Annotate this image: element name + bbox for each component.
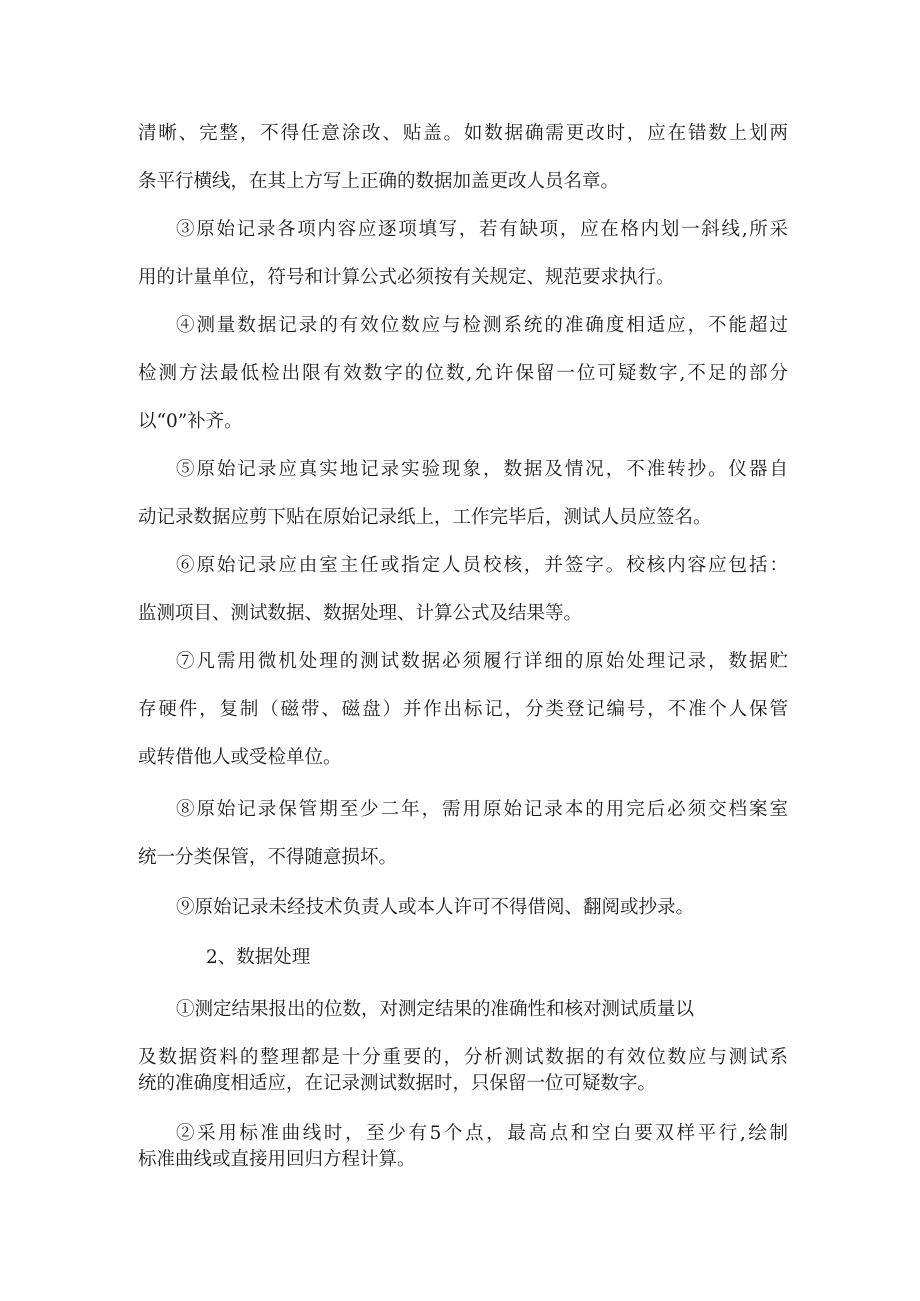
text-line-16: 统一分类保管，不得随意损坏。 <box>138 847 398 868</box>
text-line-22: ②采用标准曲线时，至少有5个点，最高点和空白要双样平行,绘制 <box>176 1123 788 1144</box>
text-line-7: 以“0”补齐。 <box>138 411 243 432</box>
text-line-9: 动记录数据应剪下贴在原始记录纸上，工作完毕后，测试人员应签名。 <box>138 507 712 528</box>
text-line-15: ⑧原始记录保管期至少二年，需用原始记录本的用完后必须交档案室 <box>176 799 788 820</box>
text-line-12: ⑦凡需用微机处理的测试数据必须履行详细的原始处理记录，数据贮 <box>176 651 788 672</box>
text-line-11: 监测项目、测试数据、数据处理、计算公式及结果等。 <box>138 603 583 624</box>
text-line-13: 存硬件，复制（磁带、磁盘）并作出标记，分类登记编号，不准个人保管 <box>138 699 788 720</box>
text-line-1: 清晰、完整，不得任意涂改、贴盖。如数据确需更改时，应在错数上划两 <box>138 123 788 144</box>
text-line-19: ①测定结果报出的位数，对测定结果的准确性和核对测试质量以 <box>176 999 695 1020</box>
text-line-8: ⑤原始记录应真实地记录实验现象，数据及情况，不准转抄。仪器自 <box>176 459 788 480</box>
text-line-14: 或转借他人或受检单位。 <box>138 747 342 768</box>
section-heading: 2、数据处理 <box>206 947 311 968</box>
text-line-2: 条平行横线，在其上方写上正确的数据加盖更改人员名章。 <box>138 171 620 192</box>
text-line-6: 检测方法最低检出限有效数字的位数,允许保留一位可疑数字,不足的部分 <box>138 363 788 384</box>
text-line-20: 及数据资料的整理都是十分重要的，分析测试数据的有效位数应与测试系 <box>138 1047 788 1068</box>
text-line-3: ③原始记录各项内容应逐项填写，若有缺项，应在格内划一斜线,所采 <box>176 219 788 240</box>
text-line-21: 统的准确度相适应，在记录测试数据时，只保留一位可疑数字。 <box>138 1073 657 1094</box>
text-line-23: 标准曲线或直接用回归方程计算。 <box>138 1149 416 1170</box>
text-line-4: 用的计量单位，符号和计算公式必须按有关规定、规范要求执行。 <box>138 267 675 288</box>
text-line-17: ⑨原始记录未经技术负责人或本人许可不得借阅、翻阅或抄录。 <box>176 897 695 918</box>
text-line-10: ⑥原始记录应由室主任或指定人员校核，并签字。校核内容应包括： <box>176 555 788 576</box>
text-line-5: ④测量数据记录的有效位数应与检测系统的准确度相适应，不能超过 <box>176 315 788 336</box>
